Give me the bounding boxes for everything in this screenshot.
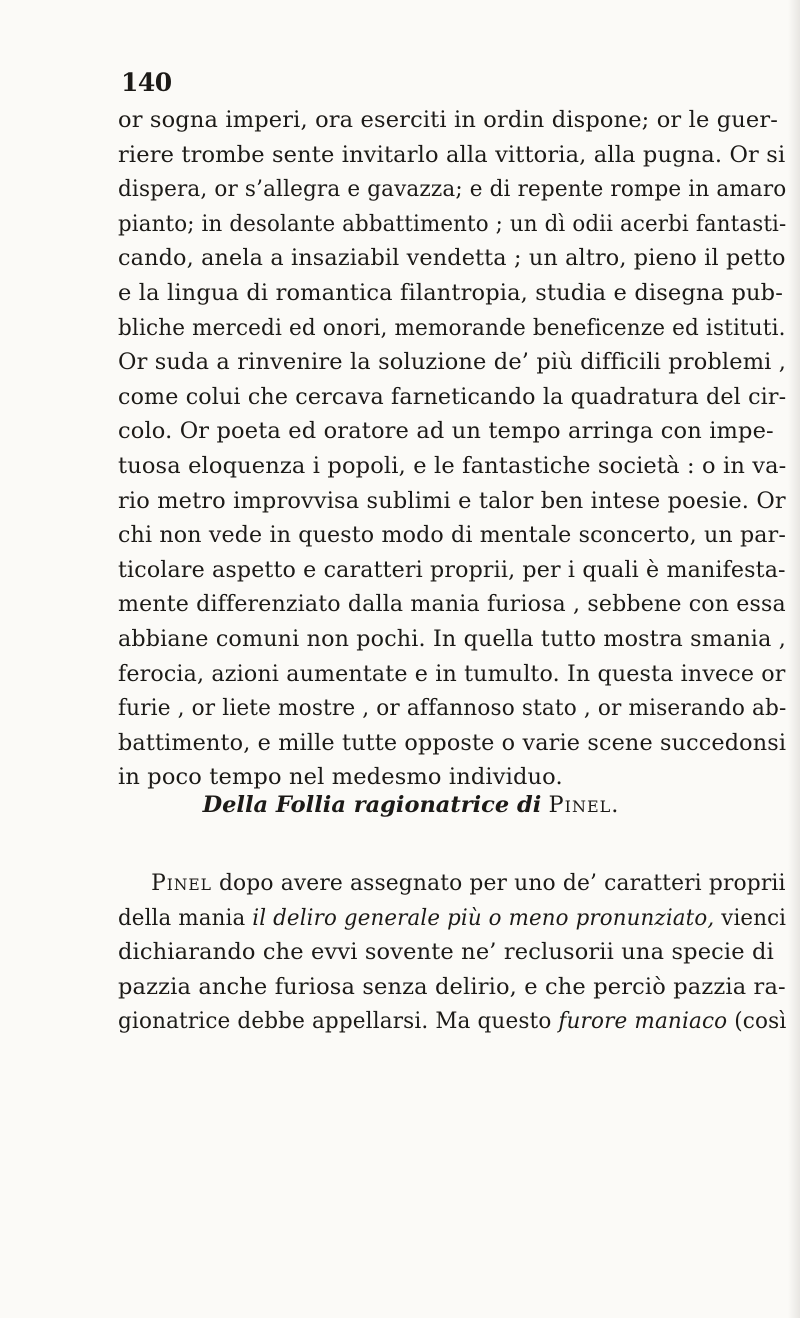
text-line: in poco tempo nel medesmo individuo.: [118, 764, 563, 791]
text-line: e la lingua di romantica filantropia, studia e disegna pub-: [118, 279, 783, 306]
text-line: mente differenziato dalla mania furiosa , sebbene con essa: [118, 591, 786, 618]
text-line: abbiane comuni non pochi. In quella tutto mostra smania ,: [118, 625, 786, 652]
text-line: dispera, or s’allegra e gavazza; e di repente rompe in amaro: [118, 176, 787, 203]
text-line: rio metro improvvisa sublimi e talor ben intese poesie. Or: [118, 487, 786, 514]
text-line: [118, 901, 787, 936]
italic-run: furore maniaco: [558, 1008, 728, 1035]
text-line: ferocia, azioni aumentate e in tumulto. In questa invece or: [118, 660, 786, 687]
text-line: tuosa eloquenza i popoli, e le fantastiche società : o in va-: [118, 452, 787, 479]
text-line: Or suda a rinvenire la soluzione de’ più difficili problemi ,: [118, 349, 787, 376]
text-line: [118, 866, 786, 901]
page-edge-shadow: [788, 0, 800, 1318]
section-heading: [0, 788, 800, 822]
paragraph-2: [118, 866, 798, 1039]
text-run: vienci: [714, 904, 787, 931]
text-line: cando, anela a insaziabil vendetta ; un altro, pieno il petto: [118, 245, 786, 272]
text-run: della mania: [118, 904, 253, 931]
text-line: ticolare aspetto e caratteri proprii, per i quali è manifesta-: [118, 556, 786, 583]
section-heading-author: Pinel.: [548, 792, 620, 818]
text-line: colo. Or poeta ed oratore ad un tempo arringa con impe-: [118, 418, 774, 445]
text-run: dopo avere assegnato per uno de’ caratteri proprii: [211, 870, 786, 896]
text-line: [118, 1004, 787, 1039]
text-line: furie , or liete mostre , or affannoso stato , or miserando ab-: [118, 695, 787, 722]
page-number: 140: [121, 68, 172, 97]
text-line: or sogna imperi, ora eserciti in ordin dispone; or le guer-: [118, 107, 779, 133]
text-line: dichiarando che evvi sovente ne’ reclusorii una specie di: [118, 939, 774, 966]
section-heading-title: Della Follia ragionatrice di: [202, 792, 542, 818]
text-line: pazzia anche furiosa senza delirio, e che perciò pazzia ra-: [118, 973, 786, 1000]
text-line: pianto; in desolante abbattimento ; un dì odii acerbi fantasti-: [118, 210, 787, 237]
author-name: Pinel: [151, 870, 212, 896]
paragraph-1: [118, 103, 798, 795]
italic-run: il deliro generale più o meno pronunziato,: [252, 904, 715, 931]
text-line: come colui che cercava farneticando la quadratura del cir-: [118, 383, 787, 410]
text-run: gionatrice debbe appellarsi. Ma questo: [118, 1008, 559, 1035]
text-run: (così: [727, 1008, 787, 1035]
text-line: bliche mercedi ed onori, memorande beneficenze ed istituti.: [118, 314, 786, 341]
text-line: riere trombe sente invitarlo alla vittoria, alla pugna. Or si: [118, 141, 786, 168]
text-line: chi non vede in questo modo di mentale sconcerto, un par-: [118, 522, 786, 549]
text-line: battimento, e mille tutte opposte o varie scene succedonsi: [118, 729, 787, 756]
